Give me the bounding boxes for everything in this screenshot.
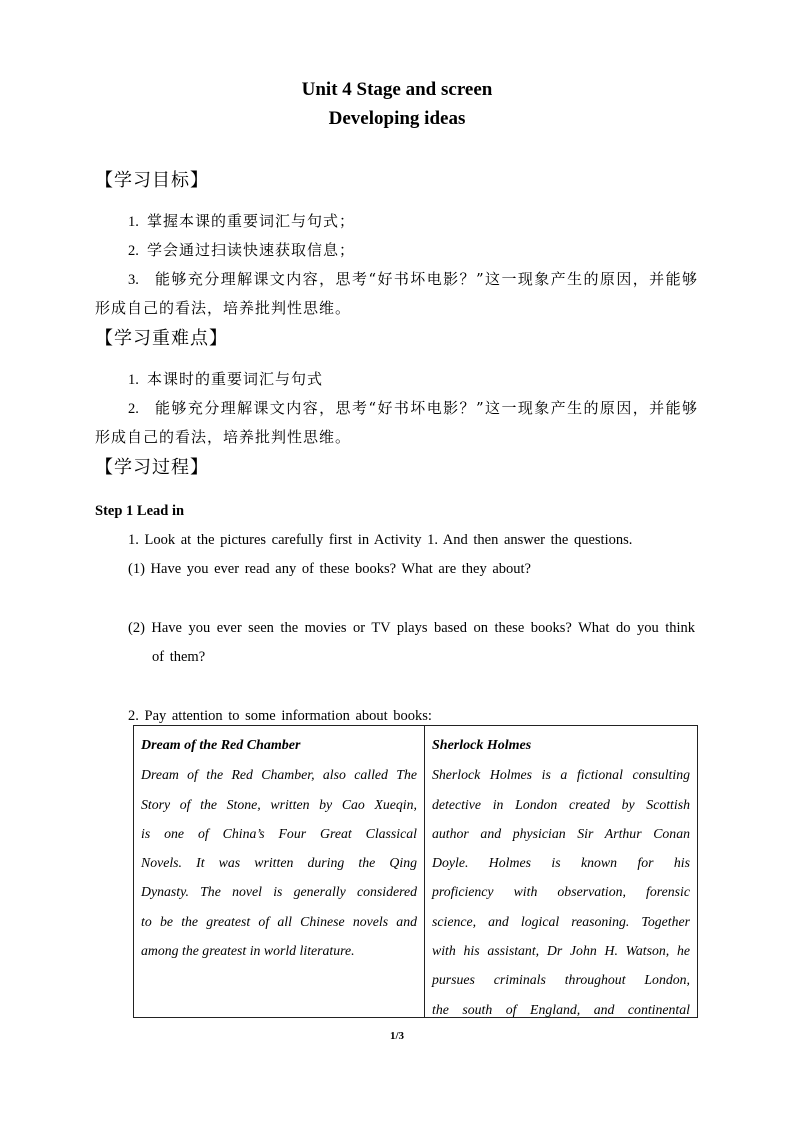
book-description-line: proficiency with observation, forensic xyxy=(432,884,690,900)
book-description-line: is one of China’s Four Great Classical xyxy=(141,825,417,841)
item-text: 学会通过扫读快速获取信息； xyxy=(147,241,356,259)
objective-item-3-continuation: 形成自己的看法，培养批判性思维。 xyxy=(95,299,352,317)
key-point-item-2-continuation: 形成自己的看法，培养批判性思维。 xyxy=(95,428,352,446)
item-number: 1. xyxy=(128,372,139,388)
key-points-heading: 【学习重难点】 xyxy=(95,328,228,349)
lesson-subtitle: Developing ideas xyxy=(328,108,466,129)
book-description-line: Doyle. Holmes is known for his xyxy=(432,855,690,871)
book-title: Dream of the Red Chamber xyxy=(141,738,301,753)
book-description-line: pursues criminals throughout London, xyxy=(432,972,690,988)
objectives-heading: 【学习目标】 xyxy=(95,170,209,191)
book-title: Sherlock Holmes xyxy=(432,738,532,753)
question-1: (1) Have you ever read any of these books? What are they about? xyxy=(128,561,531,577)
objective-item-1 xyxy=(128,211,355,232)
task-2-instruction: 2. Pay attention to some information about books: xyxy=(128,708,432,724)
book-description-line: author and physician Sir Arthur Conan xyxy=(432,825,690,841)
item-number: 2. xyxy=(128,243,139,259)
book-description-line: Dynasty. The novel is generally considered xyxy=(141,884,417,900)
item-number: 2. xyxy=(128,401,139,417)
item-text: 掌握本课的重要词汇与句式； xyxy=(147,212,356,230)
book-description-line: Sherlock Holmes is a fictional consulting xyxy=(432,767,690,783)
item-text: 能够充分理解课文内容，思考“好书坏电影？”这一现象产生的原因，并能够 xyxy=(155,270,698,288)
book-description-line: Dream of the Red Chamber, also called The xyxy=(141,767,417,783)
objective-item-3 xyxy=(128,269,698,290)
book-description-line: to be the greatest of all Chinese novels and xyxy=(141,913,417,929)
book-description-line: among the greatest in world literature. xyxy=(141,943,355,959)
item-number: 3. xyxy=(128,272,139,288)
book-description-line: Novels. It was written during the Qing xyxy=(141,855,417,871)
book-cell-dream-of-the-red-chamber xyxy=(134,726,425,1017)
book-info-table xyxy=(133,725,698,1018)
step-1-title: Step 1 Lead in xyxy=(95,503,185,519)
key-point-item-2 xyxy=(128,398,698,419)
book-description-line: detective in London created by Scottish xyxy=(432,796,690,812)
book-description-line: with his assistant, Dr John H. Watson, he xyxy=(432,943,690,959)
key-point-item-1 xyxy=(128,369,323,390)
task-1-instruction: 1. Look at the pictures carefully first in Activity 1. And then answer the questions. xyxy=(128,532,633,548)
item-text: 能够充分理解课文内容，思考“好书坏电影？”这一现象产生的原因，并能够 xyxy=(155,399,698,417)
book-description-line: the south of England, and continental xyxy=(432,1001,690,1017)
book-description-line: science, and logical reasoning. Together xyxy=(432,913,690,929)
question-2: (2) Have you ever seen the movies or TV plays based on these books? What do you think xyxy=(128,620,695,636)
unit-title: Unit 4 Stage and screen xyxy=(301,79,493,100)
process-heading: 【学习过程】 xyxy=(95,457,209,478)
item-number: 1. xyxy=(128,214,139,230)
page-number: 1/3 xyxy=(389,1030,405,1042)
item-text: 本课时的重要词汇与句式 xyxy=(147,370,324,388)
book-cell-sherlock-holmes xyxy=(425,726,697,1017)
question-2-continuation: of them? xyxy=(152,649,206,665)
objective-item-2 xyxy=(128,240,355,261)
book-description-line: Story of the Stone, written by Cao Xueqin, xyxy=(141,796,417,812)
